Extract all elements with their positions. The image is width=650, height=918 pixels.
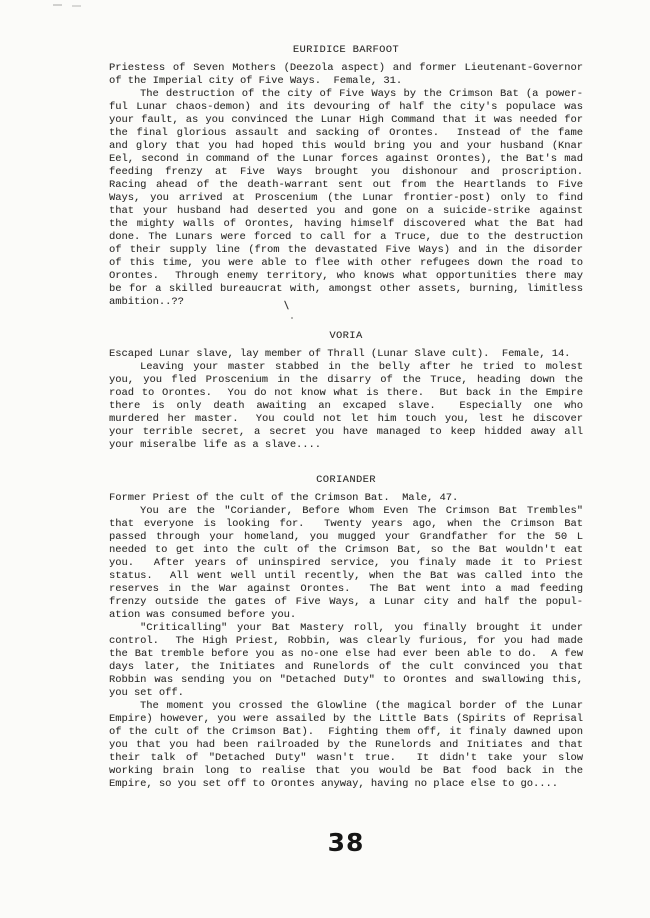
text-line: you set off. <box>109 687 184 699</box>
section-body <box>109 62 583 309</box>
text-line: Orontes. Through enemy territory, who knows what opportunities there may <box>109 270 583 282</box>
text-line: of the cult of the Crimson Bat). Fighting them off, it finaly dawned upon <box>109 726 583 738</box>
text-line: you, you fled Proscenium in the disarry of the Truce, heading down the <box>109 374 583 386</box>
text-line: their talk of "Detached Duty" wasn't true. It didn't take your slow <box>109 752 583 764</box>
text-line: you that you had been railroaded by the Runelords and Initiates and that <box>109 739 583 751</box>
text-line: "Criticalling" your Bat Mastery roll, you finally brought it under <box>140 622 583 634</box>
text-line: Robbin was sending you on "Detached Duty" to Orontes and swallowing this, <box>109 674 583 686</box>
section-title: VORIA <box>329 330 363 342</box>
text-line: that your husband had deserted you and gone on a suicide-strike against <box>109 205 583 217</box>
text-line: feeding frenzy at Five Ways brought you dishonour and proscription. <box>109 166 583 178</box>
text-line: Eel, second in command of the Lunar forces against Orontes), the Bat's mad <box>109 153 583 165</box>
text-line: ambition..?? <box>109 296 184 308</box>
text-line: Ways, you arrived at Proscenium (the Lunar frontier-post) only to find <box>109 192 583 204</box>
text-line: there is only death awaiting an excaped slave. Especially one who <box>109 400 583 412</box>
text-line: of this time, you were able to flee with other refugees down the road to <box>109 257 583 269</box>
text-line: your fault, as you convinced the Lunar High Command that it was needed for <box>109 114 583 126</box>
text-line: days later, the Initiates and Runelords of the cult convinced you that <box>109 661 583 673</box>
text-line: ful Lunar chaos-demon) and its devouring of half the city's populace was <box>109 101 583 113</box>
text-line: Leaving your master stabbed in the belly after he tried to molest <box>140 361 583 373</box>
section-coriander <box>109 474 583 791</box>
section-voria <box>109 330 583 452</box>
section-body <box>109 348 583 452</box>
text-line: Empire, so you set off to Orontes anyway, having no place else to go.... <box>109 778 558 790</box>
text-line: murdered her master. You could not let him touch you, lest he discover <box>109 413 583 425</box>
text-line: ation was consumed before you. <box>109 609 297 621</box>
text-line: Priestess of Seven Mothers (Deezola aspect) and former Lieutenant-Governor <box>109 62 583 74</box>
text-line: needed to get into the cult of the Crimson Bat, so the Bat wouldn't eat <box>109 544 583 556</box>
text-line: be for a skilled bureaucrat with, amongst other assets, burning, limitless <box>109 283 583 295</box>
scan-smudge-artifact <box>53 4 62 6</box>
text-line: The moment you crossed the Glowline (the magical border of the Lunar <box>140 700 583 712</box>
text-line: Racing ahead of the death-warrant sent out from the Heartlands to Five <box>109 179 583 191</box>
text-line: The destruction of the city of Five Ways by the Crimson Bat (a power- <box>140 88 583 100</box>
text-line: frenzy outside the gates of Five Ways, a Lunar city and half the popul- <box>109 596 583 608</box>
text-line: Empire) however, you were assailed by the Little Bats (Spirits of Reprisal <box>109 713 583 725</box>
text-line: status. All went well until recently, when the Bat was called into the <box>109 570 583 582</box>
text-line: working brain long to realise that you would be Bat food back in the <box>109 765 583 777</box>
text-line: the final glorious assault and sacking of Orontes. Instead of the fame <box>109 127 583 139</box>
text-line: control. The High Priest, Robbin, was clearly furious, for you had made <box>109 635 583 647</box>
text-line: the mighty walls of Orontes, having himself discovered what the Bat had <box>109 218 583 230</box>
text-line: of their supply line (from the devastated Five Ways) and in the disorder <box>109 244 583 256</box>
section-euridice-barfoot <box>109 44 583 309</box>
text-line: passed through your homeland, you mugged your Grandfather for the 50 L <box>109 531 583 543</box>
text-line: road to Orontes. You do not know what is there. But back in the Empire <box>109 387 583 399</box>
text-line: You are the "Coriander, Before Whom Even The Crimson Bat Trembles" <box>140 505 583 517</box>
ink-dot-artifact <box>291 317 293 319</box>
ink-tick-artifact: \ <box>282 300 291 314</box>
page-number: 38 <box>327 828 365 857</box>
text-line: the Bat tremble before you as no-one else had ever been able to do. A few <box>109 648 583 660</box>
text-line: your miseralbe life as a slave.... <box>109 439 322 451</box>
section-title: EURIDICE BARFOOT <box>292 44 400 56</box>
text-line: that everyone is looking for. Twenty years ago, when the Crimson Bat <box>109 518 583 530</box>
text-line: of the Imperial city of Five Ways. Female, 31. <box>109 75 403 87</box>
text-line: you. After years of uninspired service, you finaly made it to Priest <box>109 557 583 569</box>
text-line: your terrible secret, a secret you have managed to keep hidded away all <box>109 426 583 438</box>
text-line: Escaped Lunar slave, lay member of Thrall (Lunar Slave cult). Female, 14. <box>109 348 571 360</box>
text-line: done. The Lunars were forced to call for a Truce, due to the destruction <box>109 231 583 243</box>
text-line: and glory that you had hoped this would bring you and your husband (Knar <box>109 140 583 152</box>
section-body <box>109 492 583 791</box>
text-line: reserves in the War against Orontes. The Bat went into a mad feeding <box>109 583 583 595</box>
section-title: CORIANDER <box>316 474 376 486</box>
text-line: Former Priest of the cult of the Crimson Bat. Male, 47. <box>109 492 459 504</box>
